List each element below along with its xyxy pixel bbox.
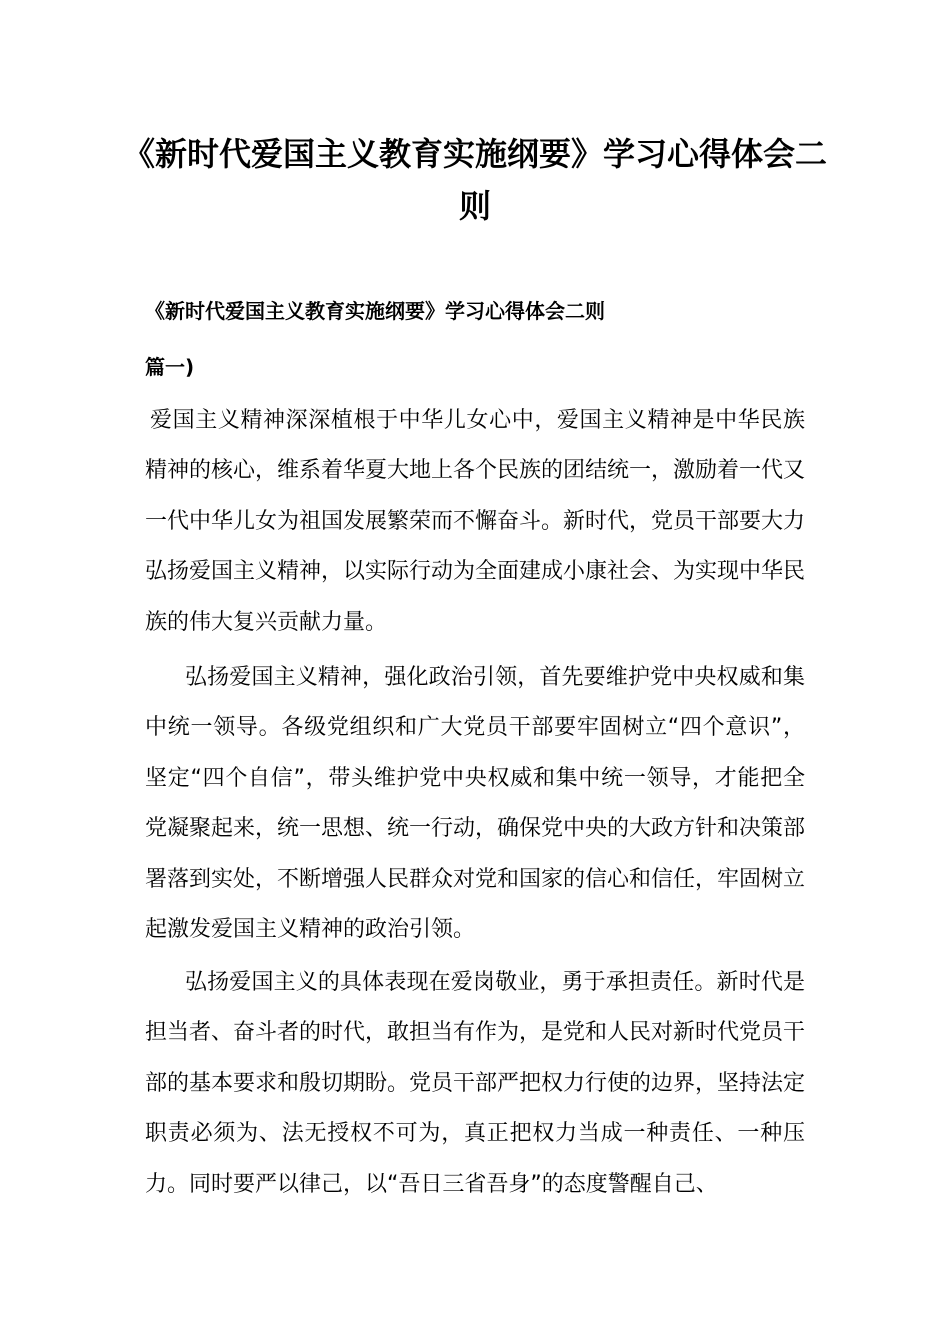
document-title: 《新时代爱国主义教育实施纲要》学习心得体会二则 bbox=[122, 135, 827, 225]
paragraph-3: 弘扬爱国主义的具体表现在爱岗敬业，勇于承担责任。新时代是担当者、奋斗者的时代，敢担当有作为，是党和人民对新时代党员干部的基本要求和殷切期盼。党员干部严把权力行使的边界，坚持法定职责必须为、法无授权不可为，真正把权力当成一种责任、一种压力。同时要严以律己，以“吾日三省吾身”的态度警醒自己、 bbox=[145, 970, 806, 1197]
paragraph-1: 爱国主义精神深深植根于中华儿女心中，爱国主义精神是中华民族精神的核心，维系着华夏大地上各个民族的团结统一，激励着一代又一代中华儿女为祖国发展繁荣而不懈奋斗。新时代，党员干部要大力弘扬爱国主义精神，以实际行动为全面建成小康社会、为实现中华民族的伟大复兴贡献力量。 bbox=[145, 408, 806, 635]
paragraph-2: 弘扬爱国主义精神，强化政治引领，首先要维护党中央权威和集中统一领导。各级党组织和广大党员干部要牢固树立“四个意识”，坚定“四个自信”，带头维护党中央权威和集中统一领导，才能把全党凝聚起来，统一思想、统一行动，确保党中央的大政方针和决策部署落到实处，不断增强人民群众对党和国家的信心和信任，牢固树立起激发爱国主义精神的政治引领。 bbox=[145, 665, 806, 943]
section-label: 篇一) bbox=[145, 355, 195, 379]
document-subtitle: 《新时代爱国主义教育实施纲要》学习心得体会二则 bbox=[145, 299, 605, 323]
